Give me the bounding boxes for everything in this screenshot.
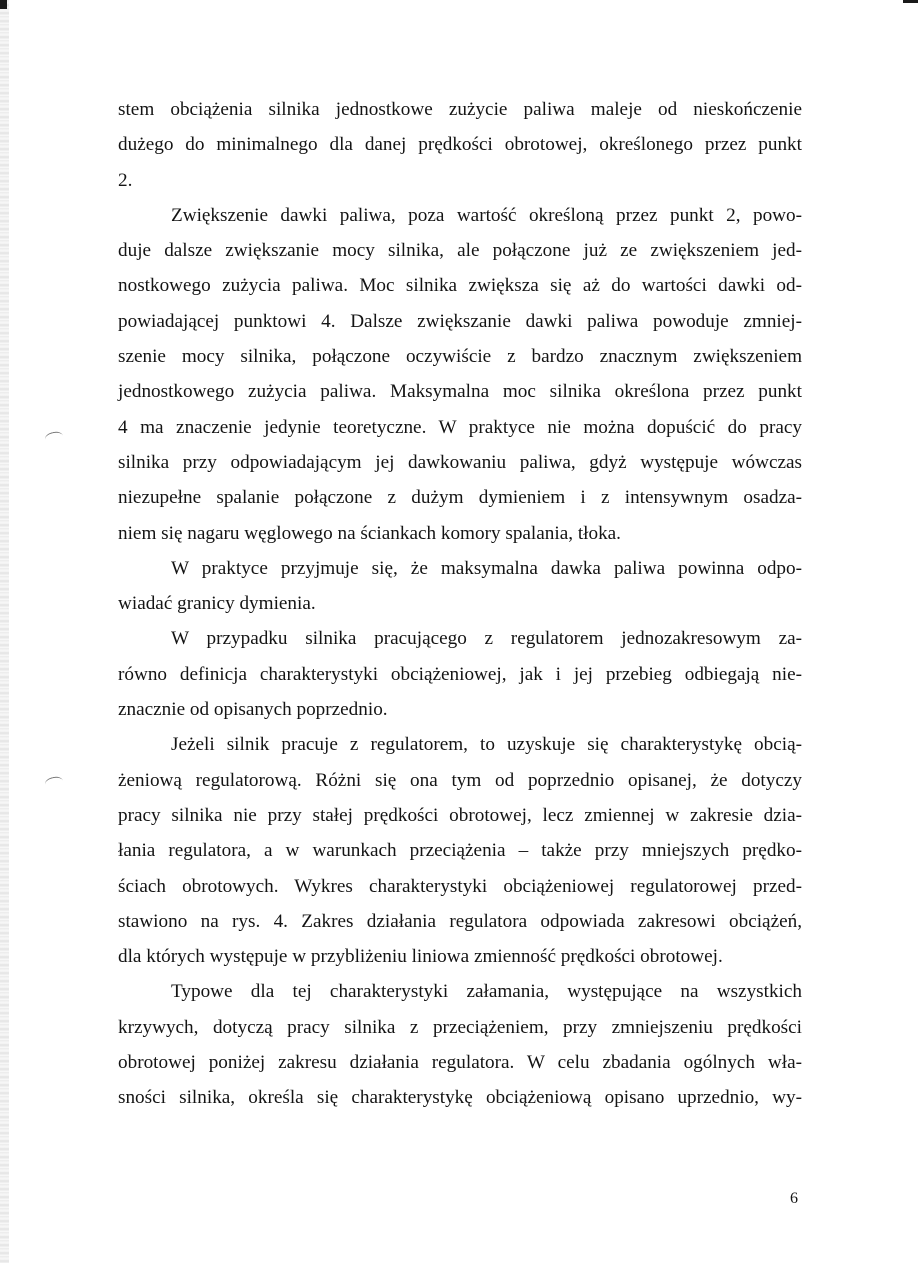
text-line: łania regulatora, a w warunkach przeciążenia – także przy mniejszych prędko-	[118, 840, 802, 862]
text-line: pracy silnika nie przy stałej prędkości obrotowej, lecz zmiennej w zakresie dzia-	[118, 804, 802, 826]
scan-edge-shadow	[0, 0, 9, 1263]
text-line: jednostkowego zużycia paliwa. Maksymalna moc silnika określona przez punkt	[118, 381, 802, 403]
text-line: Jeżeli silnik pracuje z regulatorem, to uzyskuje się charakterystykę obcią-	[171, 734, 802, 756]
text-line: niezupełne spalanie połączone z dużym dymieniem i z intensywnym osadza-	[118, 487, 802, 509]
text-line: W przypadku silnika pracującego z regulatorem jednozakresowym za-	[171, 628, 802, 650]
text-line: żeniową regulatorową. Różni się ona tym od poprzednio opisanej, że dotyczy	[118, 769, 802, 791]
text-line: dużego do minimalnego dla danej prędkości obrotowej, określonego przez punkt	[118, 134, 802, 156]
text-line: duje dalsze zwiększanie mocy silnika, ale połączone już ze zwiększeniem jed-	[118, 240, 802, 262]
text-line: równo definicja charakterystyki obciążeniowej, jak i jej przebieg odbiegają nie-	[118, 663, 802, 685]
text-line: ściach obrotowych. Wykres charakterystyki obciążeniowej regulatorowej przed-	[118, 875, 802, 897]
text-line: stem obciążenia silnika jednostkowe zużycie paliwa maleje od nieskończenie	[118, 99, 802, 120]
page-number: 6	[790, 1190, 798, 1207]
text-line: znacznie od opisanych poprzednio.	[118, 699, 388, 721]
text-line: Zwiększenie dawki paliwa, poza wartość określoną przez punkt 2, powo-	[171, 204, 802, 226]
text-line: W praktyce przyjmuje się, że maksymalna dawka paliwa powinna odpo-	[171, 557, 802, 579]
paragraph	[118, 92, 802, 198]
page-body	[118, 92, 802, 1116]
scan-corner-mark	[0, 0, 7, 9]
paragraph	[118, 727, 802, 974]
scan-corner-mark	[903, 0, 918, 3]
text-line: 2.	[118, 169, 133, 191]
paragraph	[118, 198, 802, 551]
text-line: powiadającej punktowi 4. Dalsze zwiększanie dawki paliwa powoduje zmniej-	[118, 310, 802, 332]
text-line: stawiono na rys. 4. Zakres działania regulatora odpowiada zakresowi obciążeń,	[118, 910, 802, 932]
text-line: krzywych, dotyczą pracy silnika z przeciążeniem, przy zmniejszeniu prędkości	[118, 1016, 802, 1038]
text-line: 4 ma znaczenie jedynie teoretyczne. W praktyce nie można dopuścić do pracy	[118, 416, 802, 438]
text-line: silnika przy odpowiadającym jej dawkowaniu paliwa, gdyż występuje wówczas	[118, 451, 802, 473]
binder-hole-mark	[44, 775, 64, 790]
text-line: Typowe dla tej charakterystyki załamania, występujące na wszystkich	[171, 981, 802, 1003]
binder-hole-mark	[44, 430, 64, 445]
paragraph	[118, 621, 802, 727]
text-line: niem się nagaru węglowego na ściankach komory spalania, tłoka.	[118, 522, 621, 544]
text-line: szenie mocy silnika, połączone oczywiście z bardzo znacznym zwiększeniem	[118, 346, 802, 368]
text-line: dla których występuje w przybliżeniu liniowa zmienność prędkości obrotowej.	[118, 946, 723, 968]
text-line: sności silnika, określa się charakterystykę obciążeniową opisano uprzednio, wy-	[118, 1087, 802, 1109]
text-line: obrotowej poniżej zakresu działania regulatora. W celu zbadania ogólnych wła-	[118, 1052, 802, 1074]
text-line: nostkowego zużycia paliwa. Moc silnika zwiększa się aż do wartości dawki od-	[118, 275, 802, 297]
text-line: wiadać granicy dymienia.	[118, 593, 316, 615]
paragraph	[118, 974, 802, 1115]
paragraph	[118, 551, 802, 622]
